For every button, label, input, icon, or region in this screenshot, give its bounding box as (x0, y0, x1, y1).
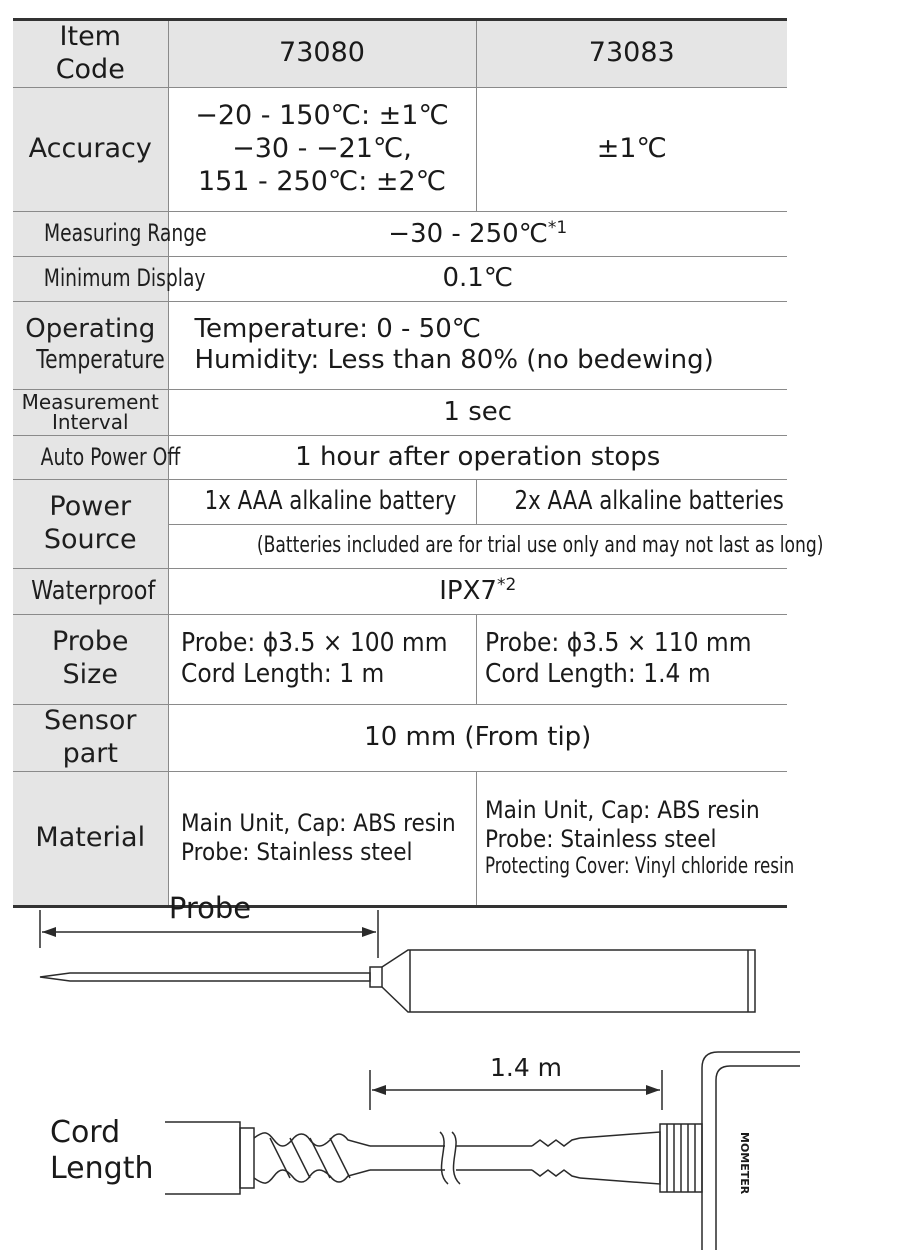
accuracy-line-2: −30 - −21℃, (232, 132, 412, 164)
material-73080: Main Unit, Cap: ABS resin Probe: Stainless steel (168, 771, 476, 906)
accuracy-73083: ±1℃ (476, 87, 787, 211)
accuracy-line-1: −20 - 150℃: ±1℃ (195, 99, 449, 131)
cord-dimension-label: 1.4 m (489, 1053, 563, 1082)
row-auto-power-off (13, 435, 787, 479)
cord-break-left (440, 1132, 448, 1184)
measurement-interval-value: 1 sec (168, 389, 787, 435)
device-body-inner (716, 1066, 800, 1250)
accuracy-line-3: 151 - 250℃: ±2℃ (197, 165, 447, 197)
probe-label: Probe (168, 891, 252, 925)
accuracy-73080 (168, 87, 476, 211)
cord-dim-arrow-right (646, 1085, 660, 1095)
item-code-label: Item Code (13, 20, 168, 88)
cord-dim-arrow-left (372, 1085, 386, 1095)
probe-needle (40, 973, 370, 981)
material-73083: Main Unit, Cap: ABS resin Probe: Stainless steel Protecting Cover: Vinyl chloride resin (476, 771, 787, 906)
minimum-display-label: Minimum Display (13, 256, 168, 301)
note-2: *2 (496, 575, 517, 596)
sensor-part-label: Sensor part (13, 704, 168, 771)
measurement-interval-label: Measurement Interval (13, 389, 168, 435)
probe-dim-arrow-left (42, 927, 56, 937)
auto-power-off-label: Auto Power Off (13, 435, 168, 479)
row-operating-temperature (13, 301, 787, 389)
waterproof-label: Waterproof (13, 568, 168, 614)
power-source-label: Power Source (13, 479, 168, 568)
spec-table (13, 18, 824, 908)
note-1: *1 (547, 217, 568, 238)
cord-spring-bottom (254, 1170, 370, 1183)
operating-temperature-value (168, 301, 787, 389)
measuring-range-label: Measuring Range (13, 211, 168, 256)
spring-coil-2 (290, 1138, 310, 1178)
probe-dim-arrow-right (362, 927, 376, 937)
measuring-range-value: −30 - 250℃$^{*1}$ (168, 211, 787, 256)
row-accuracy (13, 87, 787, 211)
auto-power-off-value: 1 hour after operation stops (168, 435, 787, 479)
operating-temperature-label: Operating Temperature (13, 301, 168, 389)
power-source-note: (Batteries included are for trial use only and may not last as long) (168, 524, 787, 568)
cord-handle-cap (240, 1128, 254, 1188)
accuracy-label: Accuracy (13, 87, 168, 211)
cord-length-label-line-2: Length (50, 1151, 154, 1186)
cord-handle-end (165, 1122, 240, 1194)
row-item-code (13, 20, 787, 88)
probe-size-73080: Probe: ϕ3.5 × 100 mm Cord Length: 1 m (168, 614, 476, 704)
item-code-73083: 73083 (476, 20, 787, 88)
operating-temperature-line: Temperature: 0 - 50℃ (194, 313, 481, 344)
probe-size-73083: Probe: ϕ3.5 × 110 mm Cord Length: 1.4 m (476, 614, 787, 704)
operating-humidity-line: Humidity: Less than 80% (no bedewing) (194, 345, 714, 376)
cord-break-right (452, 1132, 460, 1184)
power-source-73080: 1x AAA alkaline battery (168, 479, 476, 524)
row-minimum-display (13, 256, 787, 301)
item-code-73080: 73080 (168, 20, 476, 88)
row-measurement-interval (13, 389, 787, 435)
relief-top (532, 1138, 580, 1146)
row-waterproof (13, 568, 787, 614)
row-sensor-part (13, 704, 787, 771)
row-probe-size (13, 614, 787, 704)
probe-handle (382, 950, 755, 1012)
cord-connector (580, 1132, 660, 1184)
material-label: Material (13, 771, 168, 906)
waterproof-value: IPX7$^{*2}$ (168, 568, 787, 614)
spring-coil-4 (330, 1138, 350, 1178)
probe-collar (370, 967, 382, 987)
minimum-display-value: 0.1℃ (168, 256, 787, 301)
relief-bottom (532, 1170, 580, 1178)
power-source-73083: 2x AAA alkaline batteries (476, 479, 787, 524)
row-measuring-range (13, 211, 787, 256)
device-label: MOMETER (738, 1132, 751, 1195)
probe-size-label: Probe Size (13, 614, 168, 704)
row-power-source (13, 479, 787, 524)
cord-length-label-line-1: Cord (50, 1115, 121, 1150)
sensor-part-value: 10 mm (From tip) (168, 704, 787, 771)
probe-diagram (0, 870, 800, 1254)
